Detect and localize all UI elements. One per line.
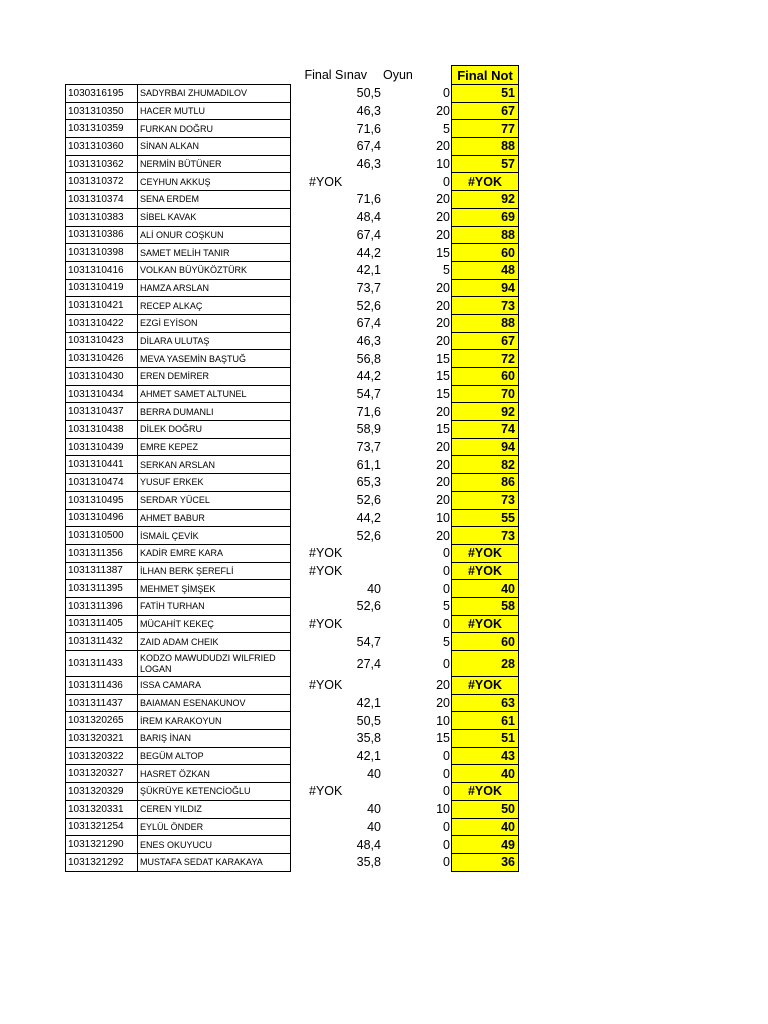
final-grade-cell: 73 (452, 527, 519, 545)
final-grade-cell: 94 (452, 438, 519, 456)
table-row (66, 800, 519, 818)
student-id-cell: 1031310430 (66, 368, 138, 386)
student-id-cell: 1031310434 (66, 385, 138, 403)
student-name-cell: İREM KARAKOYUN (138, 712, 291, 730)
oyun-cell: 20 (381, 491, 452, 509)
student-name-cell: NERMİN BÜTÜNER (138, 155, 291, 173)
final-grade-cell: 69 (452, 208, 519, 226)
table-row (66, 120, 519, 138)
final-grade-cell: #YOK (452, 544, 519, 562)
final-exam-cell: #YOK (309, 174, 343, 189)
table-row (66, 615, 519, 633)
final-grade-cell: 72 (452, 350, 519, 368)
student-name-cell: ISSA CAMARA (138, 677, 291, 695)
oyun-cell: 20 (381, 191, 452, 209)
oyun-cell: 0 (381, 85, 452, 103)
student-id-cell: 1031310437 (66, 403, 138, 421)
oyun-cell: 20 (381, 297, 452, 315)
final-exam-cell: 67,4 (356, 316, 381, 331)
final-grade-cell: 63 (452, 694, 519, 712)
student-name-cell: BARIŞ İNAN (138, 730, 291, 748)
final-exam-cell: 40 (367, 581, 381, 596)
oyun-cell: 20 (381, 102, 452, 120)
final-exam-cell: 56,8 (356, 351, 381, 366)
final-exam-cell: 46,3 (356, 157, 381, 172)
student-id-cell: 1031310495 (66, 491, 138, 509)
table-row (66, 350, 519, 368)
table-row (66, 527, 519, 545)
final-grade-cell: 40 (452, 580, 519, 598)
final-exam-cell: 44,2 (356, 510, 381, 525)
oyun-cell: 0 (381, 783, 452, 801)
final-exam-cell: 35,8 (356, 855, 381, 870)
student-id-cell: 1031320321 (66, 730, 138, 748)
oyun-cell: 0 (381, 747, 452, 765)
oyun-cell: 15 (381, 385, 452, 403)
final-exam-cell: 65,3 (356, 475, 381, 490)
student-id-cell: 1031311356 (66, 544, 138, 562)
table-row (66, 651, 519, 677)
final-grade-cell: 92 (452, 191, 519, 209)
oyun-cell: 0 (381, 836, 452, 854)
table-row (66, 456, 519, 474)
student-name-cell: ALİ ONUR COŞKUN (138, 226, 291, 244)
table-row (66, 783, 519, 801)
final-grade-cell: 58 (452, 597, 519, 615)
final-exam-cell: 52,6 (356, 528, 381, 543)
oyun-cell: 20 (381, 456, 452, 474)
student-name-cell: AHMET BABUR (138, 509, 291, 527)
oyun-cell: 15 (381, 421, 452, 439)
oyun-cell: 0 (381, 651, 452, 677)
table-row (66, 297, 519, 315)
oyun-cell: 10 (381, 155, 452, 173)
student-id-cell: 1031310374 (66, 191, 138, 209)
oyun-cell: 5 (381, 261, 452, 279)
header-final-not: Final Not (452, 66, 519, 85)
table-row (66, 155, 519, 173)
student-name-cell: ŞÜKRÜYE KETENCİOĞLU (138, 783, 291, 801)
final-exam-cell: #YOK (309, 563, 343, 578)
student-id-cell: 1031310500 (66, 527, 138, 545)
student-name-cell: FURKAN DOĞRU (138, 120, 291, 138)
student-name-cell: VOLKAN BÜYÜKÖZTÜRK (138, 261, 291, 279)
student-name-cell: MUSTAFA SEDAT KARAKAYA (138, 853, 291, 871)
student-id-cell: 1031320329 (66, 783, 138, 801)
final-exam-cell: 52,6 (356, 599, 381, 614)
table-row (66, 279, 519, 297)
final-exam-cell: 71,6 (356, 121, 381, 136)
student-name-cell: AHMET SAMET ALTUNEL (138, 385, 291, 403)
student-id-cell: 1031311436 (66, 677, 138, 695)
final-grade-cell: #YOK (452, 677, 519, 695)
final-exam-cell: 40 (367, 802, 381, 817)
final-grade-cell: 86 (452, 474, 519, 492)
final-exam-cell: 50,5 (356, 713, 381, 728)
final-grade-cell: 48 (452, 261, 519, 279)
student-name-cell: BAIAMAN ESENAKUNOV (138, 694, 291, 712)
final-exam-cell: 40 (367, 766, 381, 781)
student-name-cell: KODZO MAWUDUDZI WILFRIED LOGAN (138, 651, 291, 677)
student-name-cell: BERRA DUMANLI (138, 403, 291, 421)
final-grade-cell: 88 (452, 314, 519, 332)
final-exam-cell: 48,4 (356, 837, 381, 852)
final-exam-cell: 54,7 (356, 634, 381, 649)
grade-table (65, 65, 519, 872)
oyun-cell: 20 (381, 279, 452, 297)
student-name-cell: CEREN YILDIZ (138, 800, 291, 818)
student-name-cell: SERKAN ARSLAN (138, 456, 291, 474)
final-grade-cell: 60 (452, 368, 519, 386)
table-row (66, 85, 519, 103)
oyun-cell: 20 (381, 474, 452, 492)
final-exam-cell: 52,6 (356, 493, 381, 508)
final-grade-cell: 51 (452, 85, 519, 103)
table-row (66, 438, 519, 456)
final-grade-cell: #YOK (452, 783, 519, 801)
oyun-cell: 20 (381, 226, 452, 244)
student-id-cell: 1031310398 (66, 244, 138, 262)
header-oyun: Oyun (383, 68, 413, 82)
oyun-cell: 15 (381, 244, 452, 262)
student-name-cell: SİNAN ALKAN (138, 138, 291, 156)
student-name-cell: CEYHUN AKKUŞ (138, 173, 291, 191)
final-grade-cell: 36 (452, 853, 519, 871)
oyun-cell: 20 (381, 438, 452, 456)
student-name-cell: MEVA YASEMİN BAŞTUĞ (138, 350, 291, 368)
final-exam-cell: 48,4 (356, 210, 381, 225)
grade-sheet (65, 65, 519, 872)
final-exam-cell: 50,5 (356, 86, 381, 101)
final-exam-cell: #YOK (309, 678, 343, 693)
final-grade-cell: 28 (452, 651, 519, 677)
final-grade-cell: 67 (452, 102, 519, 120)
student-name-cell: EREN DEMİRER (138, 368, 291, 386)
table-row (66, 226, 519, 244)
oyun-cell: 0 (381, 580, 452, 598)
table-row (66, 314, 519, 332)
oyun-cell: 0 (381, 173, 452, 191)
oyun-cell: 5 (381, 120, 452, 138)
student-name-cell: KADİR EMRE KARA (138, 544, 291, 562)
student-id-cell: 1031310383 (66, 208, 138, 226)
final-exam-cell: 71,6 (356, 404, 381, 419)
final-grade-cell: #YOK (452, 615, 519, 633)
oyun-cell: 0 (381, 818, 452, 836)
student-name-cell: YUSUF ERKEK (138, 474, 291, 492)
final-grade-cell: 70 (452, 385, 519, 403)
final-grade-cell: 40 (452, 818, 519, 836)
student-name-cell: MEHMET ŞİMŞEK (138, 580, 291, 598)
table-row (66, 173, 519, 191)
final-exam-cell: 67,4 (356, 139, 381, 154)
table-row (66, 853, 519, 871)
table-row (66, 385, 519, 403)
final-grade-cell: 50 (452, 800, 519, 818)
final-grade-cell: 88 (452, 226, 519, 244)
student-id-cell: 1031320331 (66, 800, 138, 818)
student-name-cell: SADYRBAI ZHUMADILOV (138, 85, 291, 103)
oyun-cell: 0 (381, 544, 452, 562)
student-id-cell: 1031310362 (66, 155, 138, 173)
student-name-cell: EZGİ EYİSON (138, 314, 291, 332)
student-name-cell: HACER MUTLU (138, 102, 291, 120)
table-row (66, 747, 519, 765)
student-id-cell: 1031311396 (66, 597, 138, 615)
final-exam-cell: 40 (367, 819, 381, 834)
student-id-cell: 1031310422 (66, 314, 138, 332)
final-grade-cell: 61 (452, 712, 519, 730)
final-exam-cell: #YOK (309, 546, 343, 561)
table-row (66, 403, 519, 421)
student-id-cell: 1030316195 (66, 85, 138, 103)
final-exam-cell: 46,3 (356, 333, 381, 348)
final-grade-cell: 49 (452, 836, 519, 854)
final-exam-cell: 35,8 (356, 731, 381, 746)
oyun-cell: 10 (381, 712, 452, 730)
student-id-cell: 1031311405 (66, 615, 138, 633)
final-grade-cell: 60 (452, 244, 519, 262)
final-grade-cell: 51 (452, 730, 519, 748)
oyun-cell: 20 (381, 403, 452, 421)
oyun-cell: 20 (381, 138, 452, 156)
student-id-cell: 1031310438 (66, 421, 138, 439)
table-row (66, 421, 519, 439)
student-name-cell: DİLEK DOĞRU (138, 421, 291, 439)
final-grade-cell: 67 (452, 332, 519, 350)
table-row (66, 694, 519, 712)
final-grade-cell: 55 (452, 509, 519, 527)
student-id-cell: 1031310439 (66, 438, 138, 456)
final-exam-cell: 54,7 (356, 387, 381, 402)
student-name-cell: EMRE KEPEZ (138, 438, 291, 456)
table-row (66, 597, 519, 615)
student-id-cell: 1031310426 (66, 350, 138, 368)
oyun-cell: 20 (381, 332, 452, 350)
oyun-cell: 20 (381, 208, 452, 226)
oyun-cell: 20 (381, 694, 452, 712)
final-grade-cell: 88 (452, 138, 519, 156)
final-exam-cell: 73,7 (356, 440, 381, 455)
student-id-cell: 1031321254 (66, 818, 138, 836)
table-row (66, 836, 519, 854)
final-grade-cell: #YOK (452, 562, 519, 580)
student-id-cell: 1031321292 (66, 853, 138, 871)
final-exam-cell: 42,1 (356, 263, 381, 278)
student-id-cell: 1031311387 (66, 562, 138, 580)
final-grade-cell: 57 (452, 155, 519, 173)
oyun-cell: 15 (381, 350, 452, 368)
student-id-cell: 1031310496 (66, 509, 138, 527)
table-row (66, 261, 519, 279)
table-row (66, 332, 519, 350)
oyun-cell: 0 (381, 765, 452, 783)
final-exam-cell: 44,2 (356, 245, 381, 260)
student-id-cell: 1031310372 (66, 173, 138, 191)
student-name-cell: SERDAR YÜCEL (138, 491, 291, 509)
student-name-cell: HASRET ÖZKAN (138, 765, 291, 783)
student-id-cell: 1031311437 (66, 694, 138, 712)
table-row (66, 244, 519, 262)
student-name-cell: SENA ERDEM (138, 191, 291, 209)
oyun-cell: 20 (381, 527, 452, 545)
student-name-cell: ZAID ADAM CHEIK (138, 633, 291, 651)
table-row (66, 474, 519, 492)
student-id-cell: 1031310474 (66, 474, 138, 492)
oyun-cell: 20 (381, 314, 452, 332)
oyun-cell: 10 (381, 509, 452, 527)
final-exam-cell: 71,6 (356, 192, 381, 207)
table-row (66, 712, 519, 730)
final-exam-cell: 46,3 (356, 104, 381, 119)
student-name-cell: ENES OKUYUCU (138, 836, 291, 854)
student-id-cell: 1031310421 (66, 297, 138, 315)
final-grade-cell: 77 (452, 120, 519, 138)
table-row (66, 208, 519, 226)
final-exam-cell: 44,2 (356, 369, 381, 384)
student-name-cell: SAMET MELİH TANIR (138, 244, 291, 262)
final-grade-cell: 60 (452, 633, 519, 651)
student-name-cell: HAMZA ARSLAN (138, 279, 291, 297)
table-row (66, 818, 519, 836)
final-grade-cell: 40 (452, 765, 519, 783)
oyun-cell: 10 (381, 800, 452, 818)
student-name-cell: EYLÜL ÖNDER (138, 818, 291, 836)
student-name-cell: MÜCAHİT KEKEÇ (138, 615, 291, 633)
oyun-cell: 5 (381, 633, 452, 651)
table-row (66, 491, 519, 509)
student-id-cell: 1031310416 (66, 261, 138, 279)
final-exam-cell: 52,6 (356, 298, 381, 313)
student-name-cell: BEGÜM ALTOP (138, 747, 291, 765)
final-exam-cell: 58,9 (356, 422, 381, 437)
student-id-cell: 1031321290 (66, 836, 138, 854)
oyun-cell: 0 (381, 615, 452, 633)
final-grade-cell: 73 (452, 297, 519, 315)
student-id-cell: 1031311432 (66, 633, 138, 651)
student-id-cell: 1031310359 (66, 120, 138, 138)
student-id-cell: 1031320322 (66, 747, 138, 765)
final-exam-cell: 27,4 (356, 656, 381, 671)
student-name-cell: SİBEL KAVAK (138, 208, 291, 226)
final-exam-cell: 42,1 (356, 749, 381, 764)
table-row (66, 580, 519, 598)
student-id-cell: 1031310419 (66, 279, 138, 297)
table-row (66, 368, 519, 386)
table-row (66, 677, 519, 695)
final-exam-cell: #YOK (309, 616, 343, 631)
oyun-cell: 15 (381, 730, 452, 748)
student-name-cell: FATİH TURHAN (138, 597, 291, 615)
student-id-cell: 1031320327 (66, 765, 138, 783)
student-name-cell: RECEP ALKAÇ (138, 297, 291, 315)
student-id-cell: 1031310350 (66, 102, 138, 120)
oyun-cell: 15 (381, 368, 452, 386)
final-grade-cell: 92 (452, 403, 519, 421)
oyun-cell: 0 (381, 853, 452, 871)
oyun-cell: 0 (381, 562, 452, 580)
table-row (66, 191, 519, 209)
table-row (66, 509, 519, 527)
student-name-cell: İSMAİL ÇEVİK (138, 527, 291, 545)
student-id-cell: 1031320265 (66, 712, 138, 730)
student-id-cell: 1031310386 (66, 226, 138, 244)
table-row (66, 765, 519, 783)
student-id-cell: 1031310423 (66, 332, 138, 350)
oyun-cell: 20 (381, 677, 452, 695)
table-row (66, 633, 519, 651)
student-name-cell: DİLARA ULUTAŞ (138, 332, 291, 350)
oyun-cell: 5 (381, 597, 452, 615)
header-row (66, 66, 519, 85)
final-grade-cell: 43 (452, 747, 519, 765)
table-row (66, 544, 519, 562)
final-exam-cell: #YOK (309, 784, 343, 799)
student-id-cell: 1031310360 (66, 138, 138, 156)
final-grade-cell: 74 (452, 421, 519, 439)
final-grade-cell: 94 (452, 279, 519, 297)
student-id-cell: 1031310441 (66, 456, 138, 474)
table-row (66, 138, 519, 156)
final-exam-cell: 42,1 (356, 696, 381, 711)
final-exam-cell: 61,1 (356, 457, 381, 472)
final-exam-cell: 67,4 (356, 227, 381, 242)
table-row (66, 730, 519, 748)
student-id-cell: 1031311395 (66, 580, 138, 598)
final-grade-cell: #YOK (452, 173, 519, 191)
header-final-sinav: Final Sınav (304, 68, 368, 82)
student-name-cell: İLHAN BERK ŞEREFLİ (138, 562, 291, 580)
table-row (66, 102, 519, 120)
table-row (66, 562, 519, 580)
final-grade-cell: 82 (452, 456, 519, 474)
final-grade-cell: 73 (452, 491, 519, 509)
final-exam-cell: 73,7 (356, 280, 381, 295)
student-id-cell: 1031311433 (66, 651, 138, 677)
